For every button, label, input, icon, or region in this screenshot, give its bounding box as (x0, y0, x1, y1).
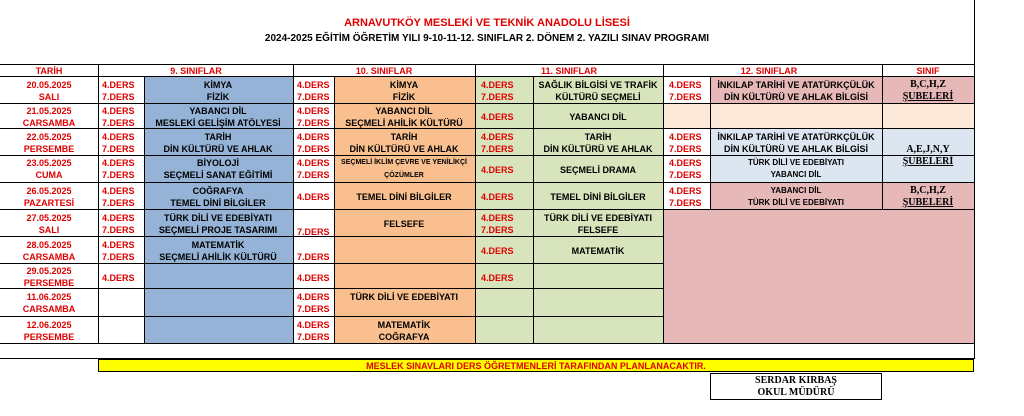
g10-period: 4.DERS (297, 132, 330, 142)
group-bchz-top-subeleri: ŞUBELERİ (902, 91, 954, 102)
g9-period: 4.DERS (102, 186, 135, 196)
g10-period: 7.DERS (297, 252, 330, 262)
g11-subject: SEÇMELİ DRAMA (560, 165, 636, 175)
g9-period: 4.DERS (102, 132, 135, 142)
g10-subject: COĞRAFYA (378, 332, 430, 342)
g10-period: 7.DERS (297, 227, 330, 237)
g10-period: 7.DERS (297, 170, 330, 180)
g10-period: 4.DERS (297, 158, 330, 168)
g9-subject: TEMEL DİNİ BİLGİLER (170, 198, 266, 208)
group-aejny: A,E,J,N,Y (906, 144, 950, 155)
g9-period: 7.DERS (102, 144, 135, 154)
row2-day: CARSAMBA (22, 118, 76, 128)
g11-period: 4.DERS (481, 80, 514, 90)
g12-period: 7.DERS (669, 198, 702, 208)
col-g12-header: 12. SINIFLAR (740, 66, 798, 76)
g10-period: 7.DERS (297, 304, 330, 314)
row10-date: 12.06.2025 (26, 320, 72, 330)
g12-period: 7.DERS (669, 170, 702, 180)
row5-day: PAZARTESİ (23, 198, 75, 208)
g10-subject: TEMEL DİNİ BİLGİLER (356, 192, 452, 202)
g10-subject: SEÇMELİ AHİLİK KÜLTÜRÜ (345, 118, 463, 128)
group-bchz-top: B,C,H,Z (910, 79, 946, 90)
g9-subject: DİN KÜLTÜRÜ VE AHLAK (163, 144, 273, 154)
g12-period: 4.DERS (669, 132, 702, 142)
principal-name: SERDAR KIRBAŞ (755, 375, 837, 386)
exam-program-subtitle: 2024-2025 EĞİTİM ÖĞRETİM YILI 9-10-11-12. SINIFLAR 2. DÖNEM 2. YAZILI SINAV PROGRAMI (264, 33, 710, 44)
g10-subject: DİN KÜLTÜRÜ VE AHLAK (349, 144, 459, 154)
g12-subject: DİN KÜLTÜRÜ VE AHLAK BİLGİSİ (724, 144, 868, 154)
g10-subject: KİMYA (389, 80, 419, 90)
g9-subject: KİMYA (203, 80, 233, 90)
g9-period: 7.DERS (102, 92, 135, 102)
g12-subject: TÜRK DİLİ VE EDEBİYATI (747, 158, 845, 167)
g11-period: 4.DERS (481, 132, 514, 142)
col-class-header: SINIF (916, 66, 940, 76)
notice-text: MESLEK SINAVLARI DERS ÖĞRETMENLERİ TARAFINDAN PLANLANACAKTIR. (366, 361, 706, 371)
g9-subject: TÜRK DİLİ VE EDEBİYATI (163, 213, 273, 223)
g10-period: 4.DERS (297, 320, 330, 330)
principal-title: OKUL MÜDÜRÜ (757, 387, 835, 398)
g11-subject: YABANCI DİL (569, 112, 627, 122)
col-g9-header: 9. SINIFLAR (170, 66, 222, 76)
g12-subject: TÜRK DİLİ VE EDEBİYATI (747, 198, 845, 207)
g10-period: 4.DERS (297, 273, 330, 283)
g9-period: 4.DERS (102, 158, 135, 168)
g12-subject: İNKILAP TARİHİ VE ATATÜRKÇÜLÜK (717, 132, 875, 142)
g11-subject: TÜRK DİLİ VE EDEBİYATI (543, 213, 653, 223)
row4-day: CUMA (35, 170, 63, 180)
g12-period: 4.DERS (669, 186, 702, 196)
g11-period: 7.DERS (481, 92, 514, 102)
g11-subject: MATEMATİK (571, 246, 625, 256)
row10-day: PERSEMBE (23, 332, 75, 342)
row2-date: 21.05.2025 (26, 106, 72, 116)
g11-period: 4.DERS (481, 192, 514, 202)
col-g11-header: 11. SINIFLAR (540, 66, 598, 76)
g10-period: 4.DERS (297, 292, 330, 302)
g12-subject: İNKILAP TARİHİ VE ATATÜRKÇÜLÜK (717, 80, 875, 90)
g10-subject: ÇÖZÜMLER (384, 172, 424, 179)
g12-subject: DİN KÜLTÜRÜ VE AHLAK BİLGİSİ (724, 92, 868, 102)
g10-subject: SEÇMELİ İKLİM ÇEVRE VE YENİLİKÇİ (341, 159, 467, 166)
g9-period: 7.DERS (102, 225, 135, 235)
g9-subject: SEÇMELİ PROJE TASARIMI (158, 225, 278, 235)
group-bchz-bottom-subeleri: ŞUBELERİ (902, 197, 954, 208)
g9-period: 7.DERS (102, 170, 135, 180)
row1-day: SALI (38, 92, 60, 102)
g10-subject: TARİH (390, 132, 418, 142)
row3-date: 22.05.2025 (26, 132, 72, 142)
g11-period: 7.DERS (481, 225, 514, 235)
row8-day: PERSEMBE (23, 278, 75, 288)
g9-subject: BİYOLOJİ (196, 158, 240, 168)
row7-date: 28.05.2025 (26, 240, 72, 250)
row3-day: PERSEMBE (23, 144, 75, 154)
g12-period: 7.DERS (669, 144, 702, 154)
g10-subject: FELSEFE (383, 219, 425, 229)
group-bchz-bottom: B,C,H,Z (910, 185, 946, 196)
row9-day: CARSAMBA (22, 304, 76, 314)
g10-period: 7.DERS (297, 92, 330, 102)
g9-period: 4.DERS (102, 213, 135, 223)
row8-date: 29.05.2025 (26, 266, 72, 276)
g12-period: 7.DERS (669, 92, 702, 102)
g10-subject: MATEMATİK (377, 320, 431, 330)
g11-period: 7.DERS (481, 144, 514, 154)
g10-subject: YABANCI DİL (375, 106, 433, 116)
g9-subject: TARİH (204, 132, 232, 142)
g9-subject: COĞRAFYA (192, 186, 244, 196)
g11-period: 4.DERS (481, 213, 514, 223)
school-title: ARNAVUTKÖY MESLEKİ VE TEKNİK ANADOLU LİSESİ (344, 17, 630, 29)
row5-date: 26.05.2025 (26, 186, 72, 196)
g9-period: 4.DERS (102, 80, 135, 90)
g11-period: 4.DERS (481, 165, 514, 175)
g9-period: 4.DERS (102, 106, 135, 116)
g9-period: 7.DERS (102, 198, 135, 208)
g10-period: 7.DERS (297, 118, 330, 128)
row6-date: 27.05.2025 (26, 213, 72, 223)
g12-subject: YABANCI DİL (770, 170, 822, 179)
row6-day: SALI (38, 225, 60, 235)
g12-period: 4.DERS (669, 158, 702, 168)
g12-subject: YABANCI DİL (770, 186, 822, 195)
g12-period: 4.DERS (669, 80, 702, 90)
g10-period: 4.DERS (297, 80, 330, 90)
g10-period: 4.DERS (297, 106, 330, 116)
g10-subject: FİZİK (392, 92, 416, 102)
row1-date: 20.05.2025 (26, 80, 72, 90)
g11-subject: TEMEL DİNİ BİLGİLER (550, 192, 646, 202)
g9-subject: MATEMATİK (191, 240, 245, 250)
g9-period: 4.DERS (102, 240, 135, 250)
col-g10-header: 10. SINIFLAR (355, 66, 413, 76)
row7-day: CARSAMBA (22, 252, 76, 262)
g10-subject: TÜRK DİLİ VE EDEBİYATI (349, 292, 459, 302)
g11-period: 4.DERS (481, 246, 514, 256)
g11-subject: KÜLTÜRÜ SEÇMELİ (555, 92, 641, 102)
row4-date: 23.05.2025 (26, 158, 72, 168)
col-date-header: TARİH (35, 66, 63, 76)
g11-period: 4.DERS (481, 112, 514, 122)
g9-period: 4.DERS (102, 273, 135, 283)
g10-period: 4.DERS (297, 192, 330, 202)
g11-period: 4.DERS (481, 273, 514, 283)
g12-empty-fill (663, 210, 975, 343)
g10-period: 7.DERS (297, 332, 330, 342)
g10-period: 7.DERS (297, 144, 330, 154)
g11-subject: DİN KÜLTÜRÜ VE AHLAK (543, 144, 653, 154)
g11-subject: FELSEFE (577, 225, 619, 235)
g9-period: 7.DERS (102, 252, 135, 262)
g9-subject: SEÇMELİ SANAT EĞİTİMİ (163, 170, 273, 180)
g9-subject: FİZİK (206, 92, 230, 102)
g9-subject: MESLEKİ GELİŞİM ATÖLYESİ (155, 118, 281, 128)
g9-subject: SEÇMELİ AHİLİK KÜLTÜRÜ (159, 252, 277, 262)
g9-subject: YABANCI DİL (189, 106, 247, 116)
g11-subject: TARİH (584, 132, 612, 142)
g11-subject: SAĞLIK BİLGİSİ VE TRAFİK (538, 80, 658, 90)
group-aejny-subeleri: ŞUBELERİ (902, 156, 954, 167)
row9-date: 11.06.2025 (26, 292, 72, 302)
g9-period: 7.DERS (102, 118, 135, 128)
